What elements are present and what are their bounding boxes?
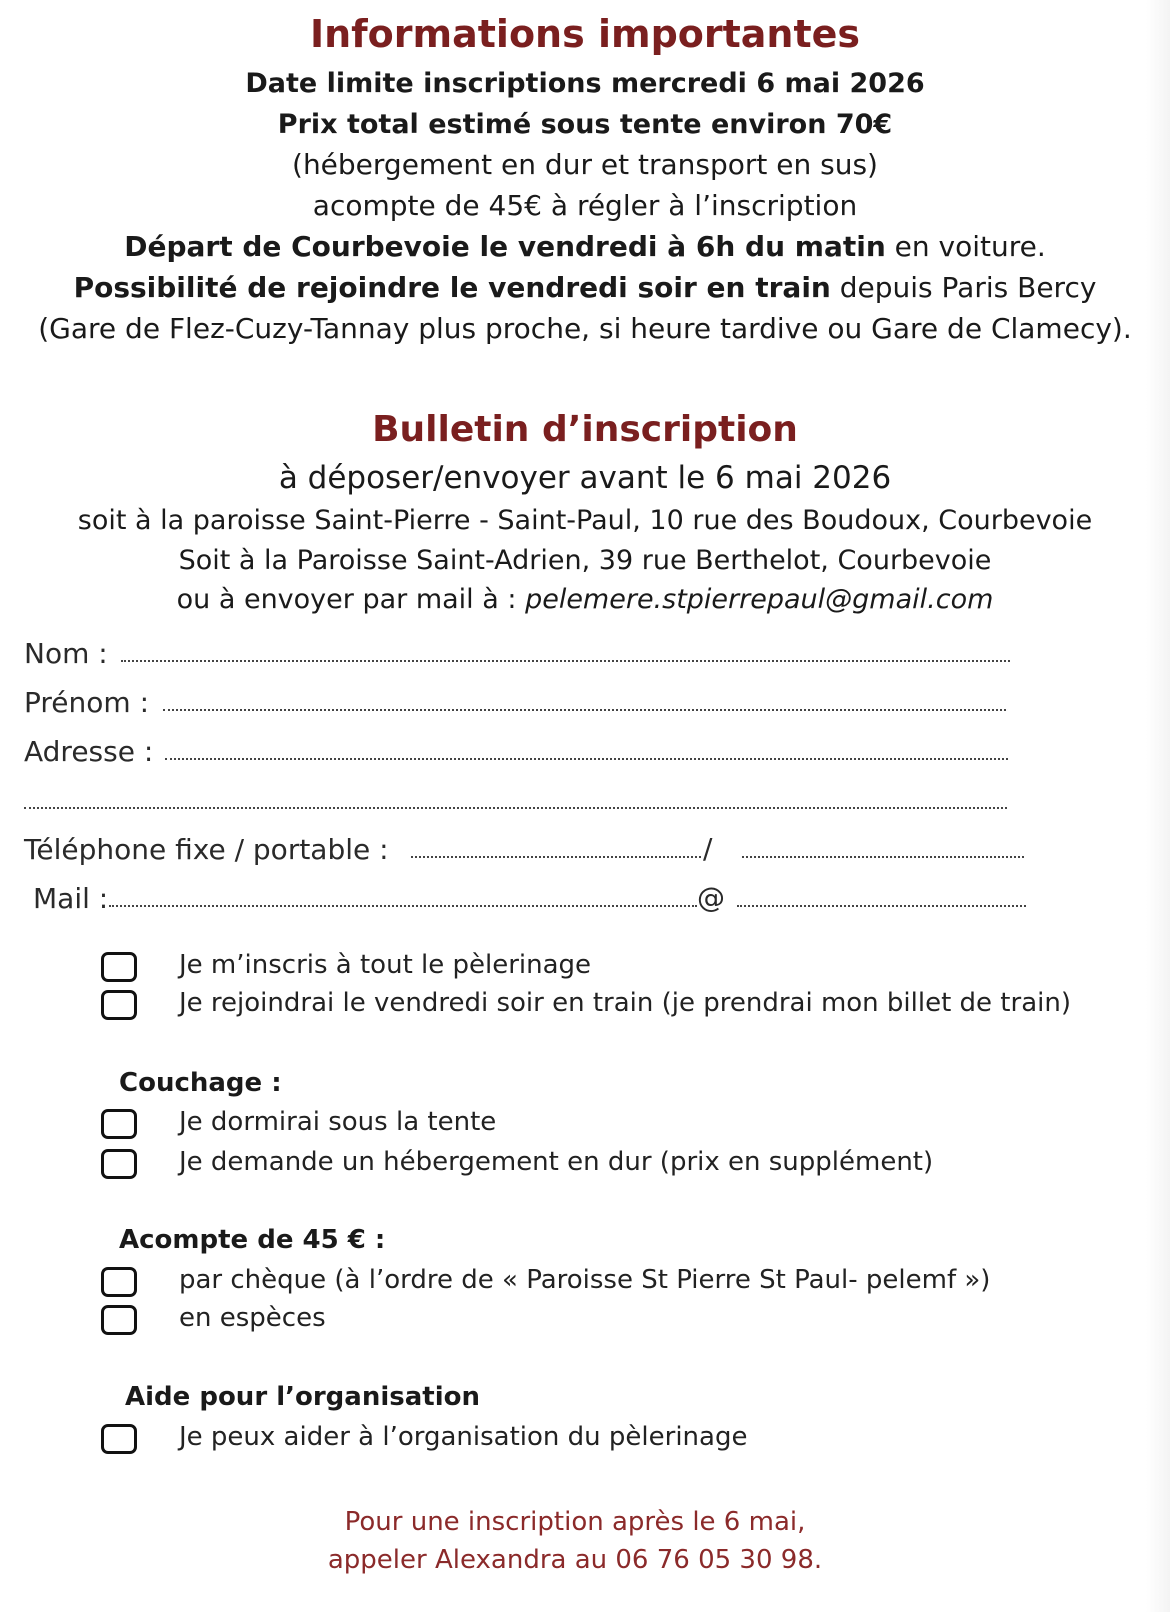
option-tent-label: Je dormirai sous la tente bbox=[179, 1107, 497, 1137]
option-inscription-all-label: Je m’inscris à tout le pèlerinage bbox=[179, 950, 592, 980]
field-telephone-separator: / bbox=[703, 832, 713, 865]
footer-line-1: Pour une inscription après le 6 mai, bbox=[344, 1507, 806, 1537]
checkbox-tent[interactable] bbox=[101, 1109, 137, 1139]
option-cheque-label: par chèque (à l’ordre de « Paroisse St Pierre St Paul- pelemf ») bbox=[179, 1265, 991, 1295]
field-nom-label: Nom : bbox=[24, 637, 108, 670]
info-price-note: (hébergement en dur et transport en sus) bbox=[292, 148, 878, 181]
aide-title: Aide pour l’organisation bbox=[125, 1382, 480, 1412]
info-deadline: Date limite inscriptions mercredi 6 mai 2026 bbox=[245, 68, 925, 99]
checkbox-inscription-all[interactable] bbox=[101, 952, 137, 982]
info-train-rest: depuis Paris Bercy bbox=[830, 271, 1097, 304]
option-help-label: Je peux aider à l’organisation du pèlerinage bbox=[179, 1422, 748, 1452]
bulletin-title: Bulletin d’inscription bbox=[372, 409, 798, 450]
checkbox-hard-lodging[interactable] bbox=[101, 1149, 137, 1179]
field-telephone-portable-line[interactable] bbox=[742, 856, 1024, 858]
bulletin-place-2: Soit à la Paroisse Saint-Adrien, 39 rue Berthelot, Courbevoie bbox=[178, 545, 992, 576]
info-train bbox=[0, 271, 1170, 304]
bulletin-mail-address[interactable]: pelemere.stpierrepaul@gmail.com bbox=[525, 584, 994, 615]
info-departure-bold: Départ de Courbevoie le vendredi à 6h du matin bbox=[124, 230, 886, 263]
footer-line-2: appeler Alexandra au 06 76 05 30 98. bbox=[327, 1545, 823, 1575]
field-mail-domain-line[interactable] bbox=[737, 905, 1026, 907]
field-telephone-label: Téléphone fixe / portable : bbox=[24, 833, 389, 866]
field-nom-line[interactable] bbox=[121, 660, 1010, 662]
bulletin-deadline: à déposer/envoyer avant le 6 mai 2026 bbox=[278, 460, 892, 496]
checkbox-cash[interactable] bbox=[101, 1305, 137, 1335]
info-stations: (Gare de Flez-Cuzy-Tannay plus proche, si heure tardive ou Gare de Clamecy). bbox=[38, 312, 1132, 345]
field-mail-label: Mail : bbox=[33, 882, 109, 915]
info-title: Informations importantes bbox=[309, 12, 861, 56]
bulletin-mail-line bbox=[0, 584, 1170, 615]
field-mail-user-line[interactable] bbox=[109, 905, 697, 907]
info-departure bbox=[0, 230, 1170, 263]
acompte-title: Acompte de 45 € : bbox=[119, 1225, 386, 1255]
field-prenom-line[interactable] bbox=[163, 709, 1006, 711]
option-cash-label: en espèces bbox=[179, 1303, 326, 1333]
field-adresse-line[interactable] bbox=[165, 758, 1008, 760]
info-train-bold: Possibilité de rejoindre le vendredi soir en train bbox=[73, 271, 831, 304]
checkbox-join-friday[interactable] bbox=[101, 990, 137, 1020]
field-telephone-fixe-line[interactable] bbox=[411, 856, 701, 858]
bulletin-mail-prefix: ou à envoyer par mail à : bbox=[176, 584, 526, 615]
field-adresse-line-2[interactable] bbox=[24, 807, 1007, 809]
field-prenom-label: Prénom : bbox=[24, 686, 150, 719]
bulletin-place-1: soit à la paroisse Saint-Pierre - Saint-Paul, 10 rue des Boudoux, Courbevoie bbox=[77, 505, 1093, 536]
checkbox-help[interactable] bbox=[101, 1424, 137, 1454]
info-price: Prix total estimé sous tente environ 70€ bbox=[277, 109, 893, 140]
info-departure-rest: en voiture. bbox=[885, 230, 1046, 263]
option-join-friday-label: Je rejoindrai le vendredi soir en train (je prendrai mon billet de train) bbox=[179, 988, 1071, 1018]
field-mail-at: @ bbox=[697, 881, 725, 914]
couchage-title: Couchage : bbox=[119, 1068, 282, 1098]
checkbox-cheque[interactable] bbox=[101, 1267, 137, 1297]
option-hard-lodging-label: Je demande un hébergement en dur (prix en supplément) bbox=[179, 1147, 934, 1177]
field-adresse-label: Adresse : bbox=[24, 735, 154, 768]
info-deposit: acompte de 45€ à régler à l’inscription bbox=[312, 189, 858, 222]
